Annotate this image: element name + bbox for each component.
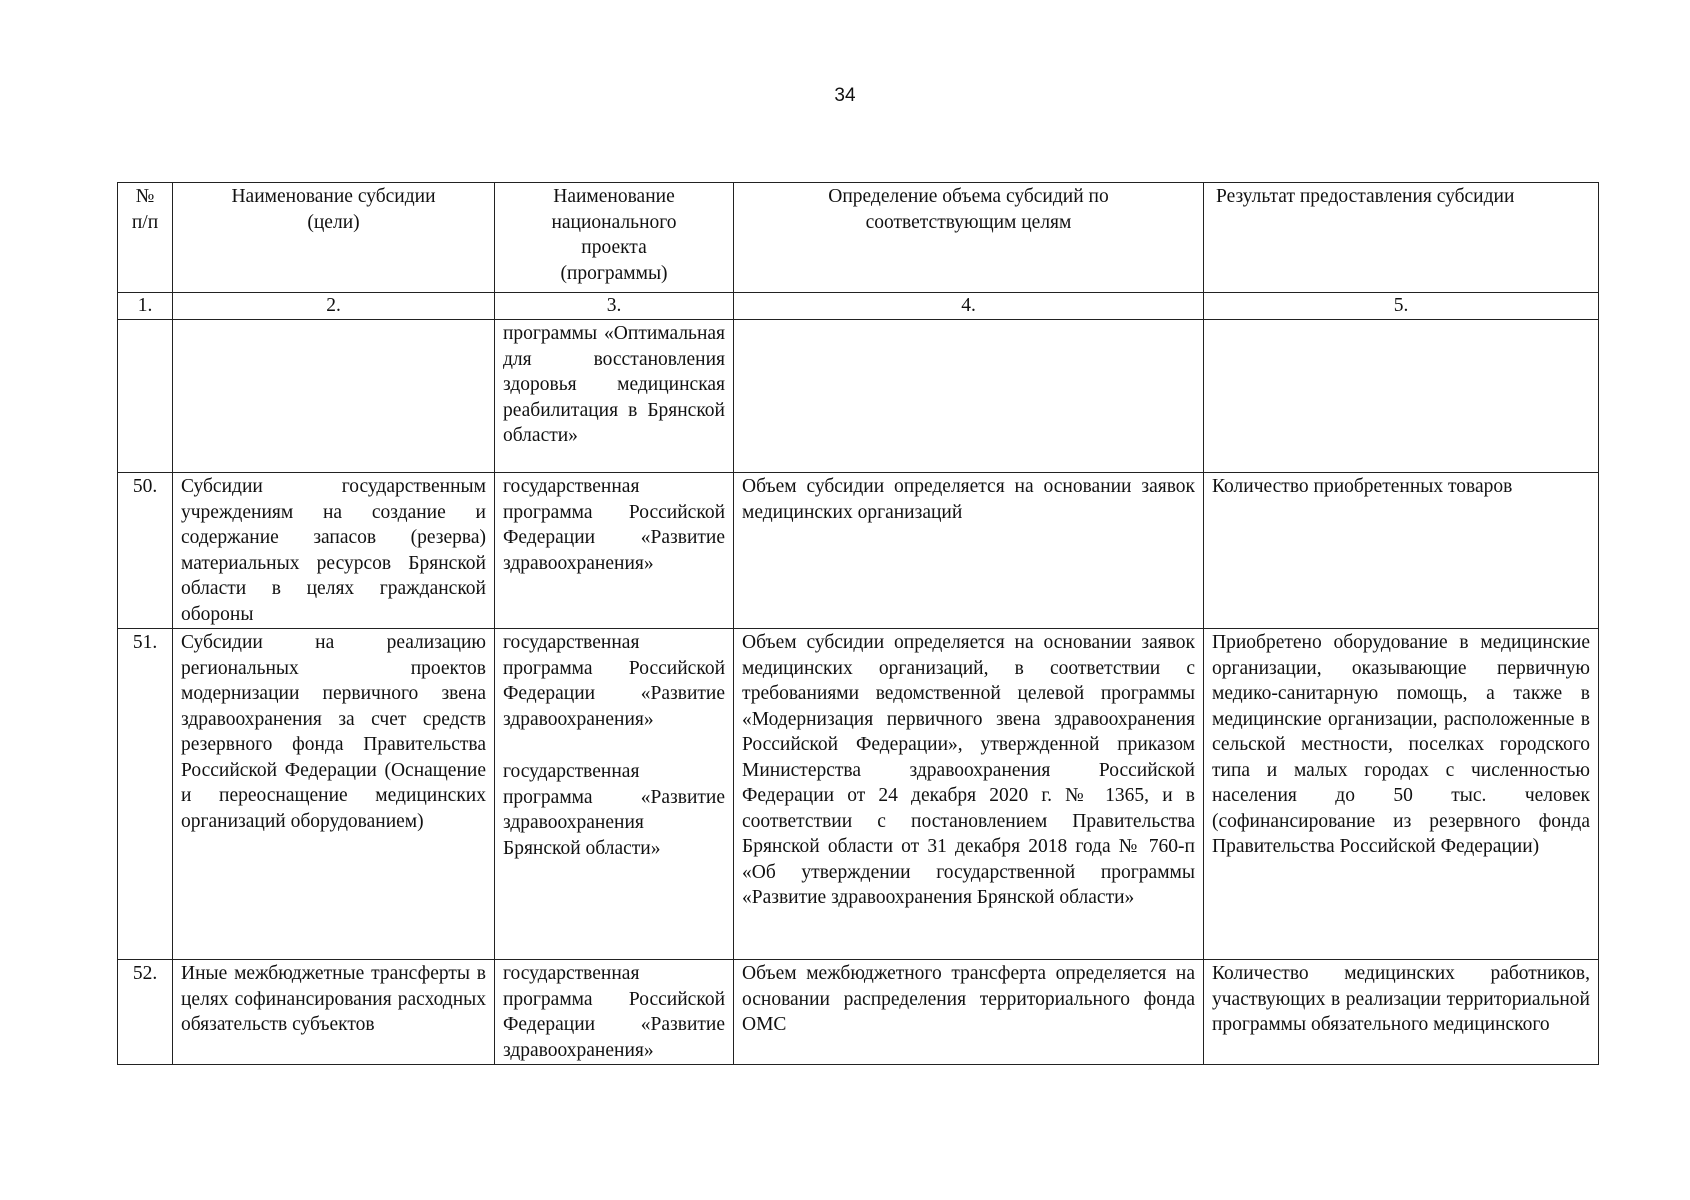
row-result: Количество приобретенных товаров	[1204, 473, 1599, 629]
row-number	[118, 320, 173, 473]
row-volume: Объем субсидии определяется на основании заявок медицинских организаций, в соответствии с требованиями ведомственной целевой программы «Модернизация первичного звена здравоохранения Российской Федерации», утвержденной приказом Министерства здравоохранения Российской Федерации от 24 декабря 2020 г. № 1365, и в соответствии с постановлением Правительства Брянской области от 31 декабря 2018 года № 760-п «Об утверждении государственной программы «Развитие здравоохранения Брянской области»	[734, 629, 1204, 960]
header-result: Результат предоставления субсидии	[1204, 183, 1599, 293]
column-number: 4.	[734, 293, 1204, 320]
row-result: Приобретено оборудование в медицинские организации, оказывающие первичную медико-санитарную помощь, а также в медицинские организации, расположенные в сельской местности, поселках городского типа и малых городах с численностью населения до 50 тыс. человек (софинансирование из резервного фонда Правительства Российской Федерации)	[1204, 629, 1599, 960]
row-subsidy-name: Иные межбюджетные трансферты в целях софинансирования расходных обязательств субъектов	[173, 960, 495, 1065]
row-project: программы «Оптимальная для восстановления здоровья медицинская реабилитация в Брянской области»	[495, 320, 734, 473]
subsidy-table	[117, 182, 1599, 1065]
table-row	[118, 960, 1599, 1065]
row-subsidy-name: Субсидии государственным учреждениям на создание и содержание запасов (резерва) материальных ресурсов Брянской области в целях гражданской обороны	[173, 473, 495, 629]
row-volume: Объем субсидии определяется на основании заявок медицинских организаций	[734, 473, 1204, 629]
row-result: Количество медицинских работников, участвующих в реализации территориальной программы обязательного медицинского	[1204, 960, 1599, 1065]
header-number: № п/п	[118, 183, 173, 293]
table-row	[118, 629, 1599, 960]
column-numbers-row	[118, 293, 1599, 320]
row-number: 51.	[118, 629, 173, 960]
column-number: 1.	[118, 293, 173, 320]
row-project: государственная программа Российской Федерации «Развитие здравоохранения»	[495, 960, 734, 1065]
row-project-federal: государственная программа Российской Федерации «Развитие здравоохранения»	[503, 632, 725, 730]
row-number: 50.	[118, 473, 173, 629]
row-project: государственная программа Российской Федерации «Развитие здравоохранения»	[495, 473, 734, 629]
table-row	[118, 320, 1599, 473]
row-volume: Объем межбюджетного трансферта определяется на основании распределения территориального фонда ОМС	[734, 960, 1204, 1065]
header-subsidy-name: Наименование субсидии (цели)	[173, 183, 495, 293]
row-subsidy-name	[173, 320, 495, 473]
table-row	[118, 473, 1599, 629]
row-subsidy-name: Субсидии на реализацию региональных проектов модернизации первичного звена здравоохранения за счет средств резервного фонда Правительства Российской Федерации (Оснащение и переоснащение медицинских организаций оборудованием)	[173, 629, 495, 960]
header-volume-definition: Определение объема субсидий по соответствующим целям	[734, 183, 1204, 293]
page-number: 34	[834, 85, 856, 106]
column-number: 2.	[173, 293, 495, 320]
row-project	[495, 629, 734, 960]
header-national-project: Наименование национального проекта (программы)	[495, 183, 734, 293]
row-project-regional: государственная программа «Развитие здравоохранения Брянской области»	[503, 761, 725, 859]
table-header-row	[118, 183, 1599, 293]
row-number: 52.	[118, 960, 173, 1065]
column-number: 5.	[1204, 293, 1599, 320]
column-number: 3.	[495, 293, 734, 320]
row-result	[1204, 320, 1599, 473]
row-volume	[734, 320, 1204, 473]
